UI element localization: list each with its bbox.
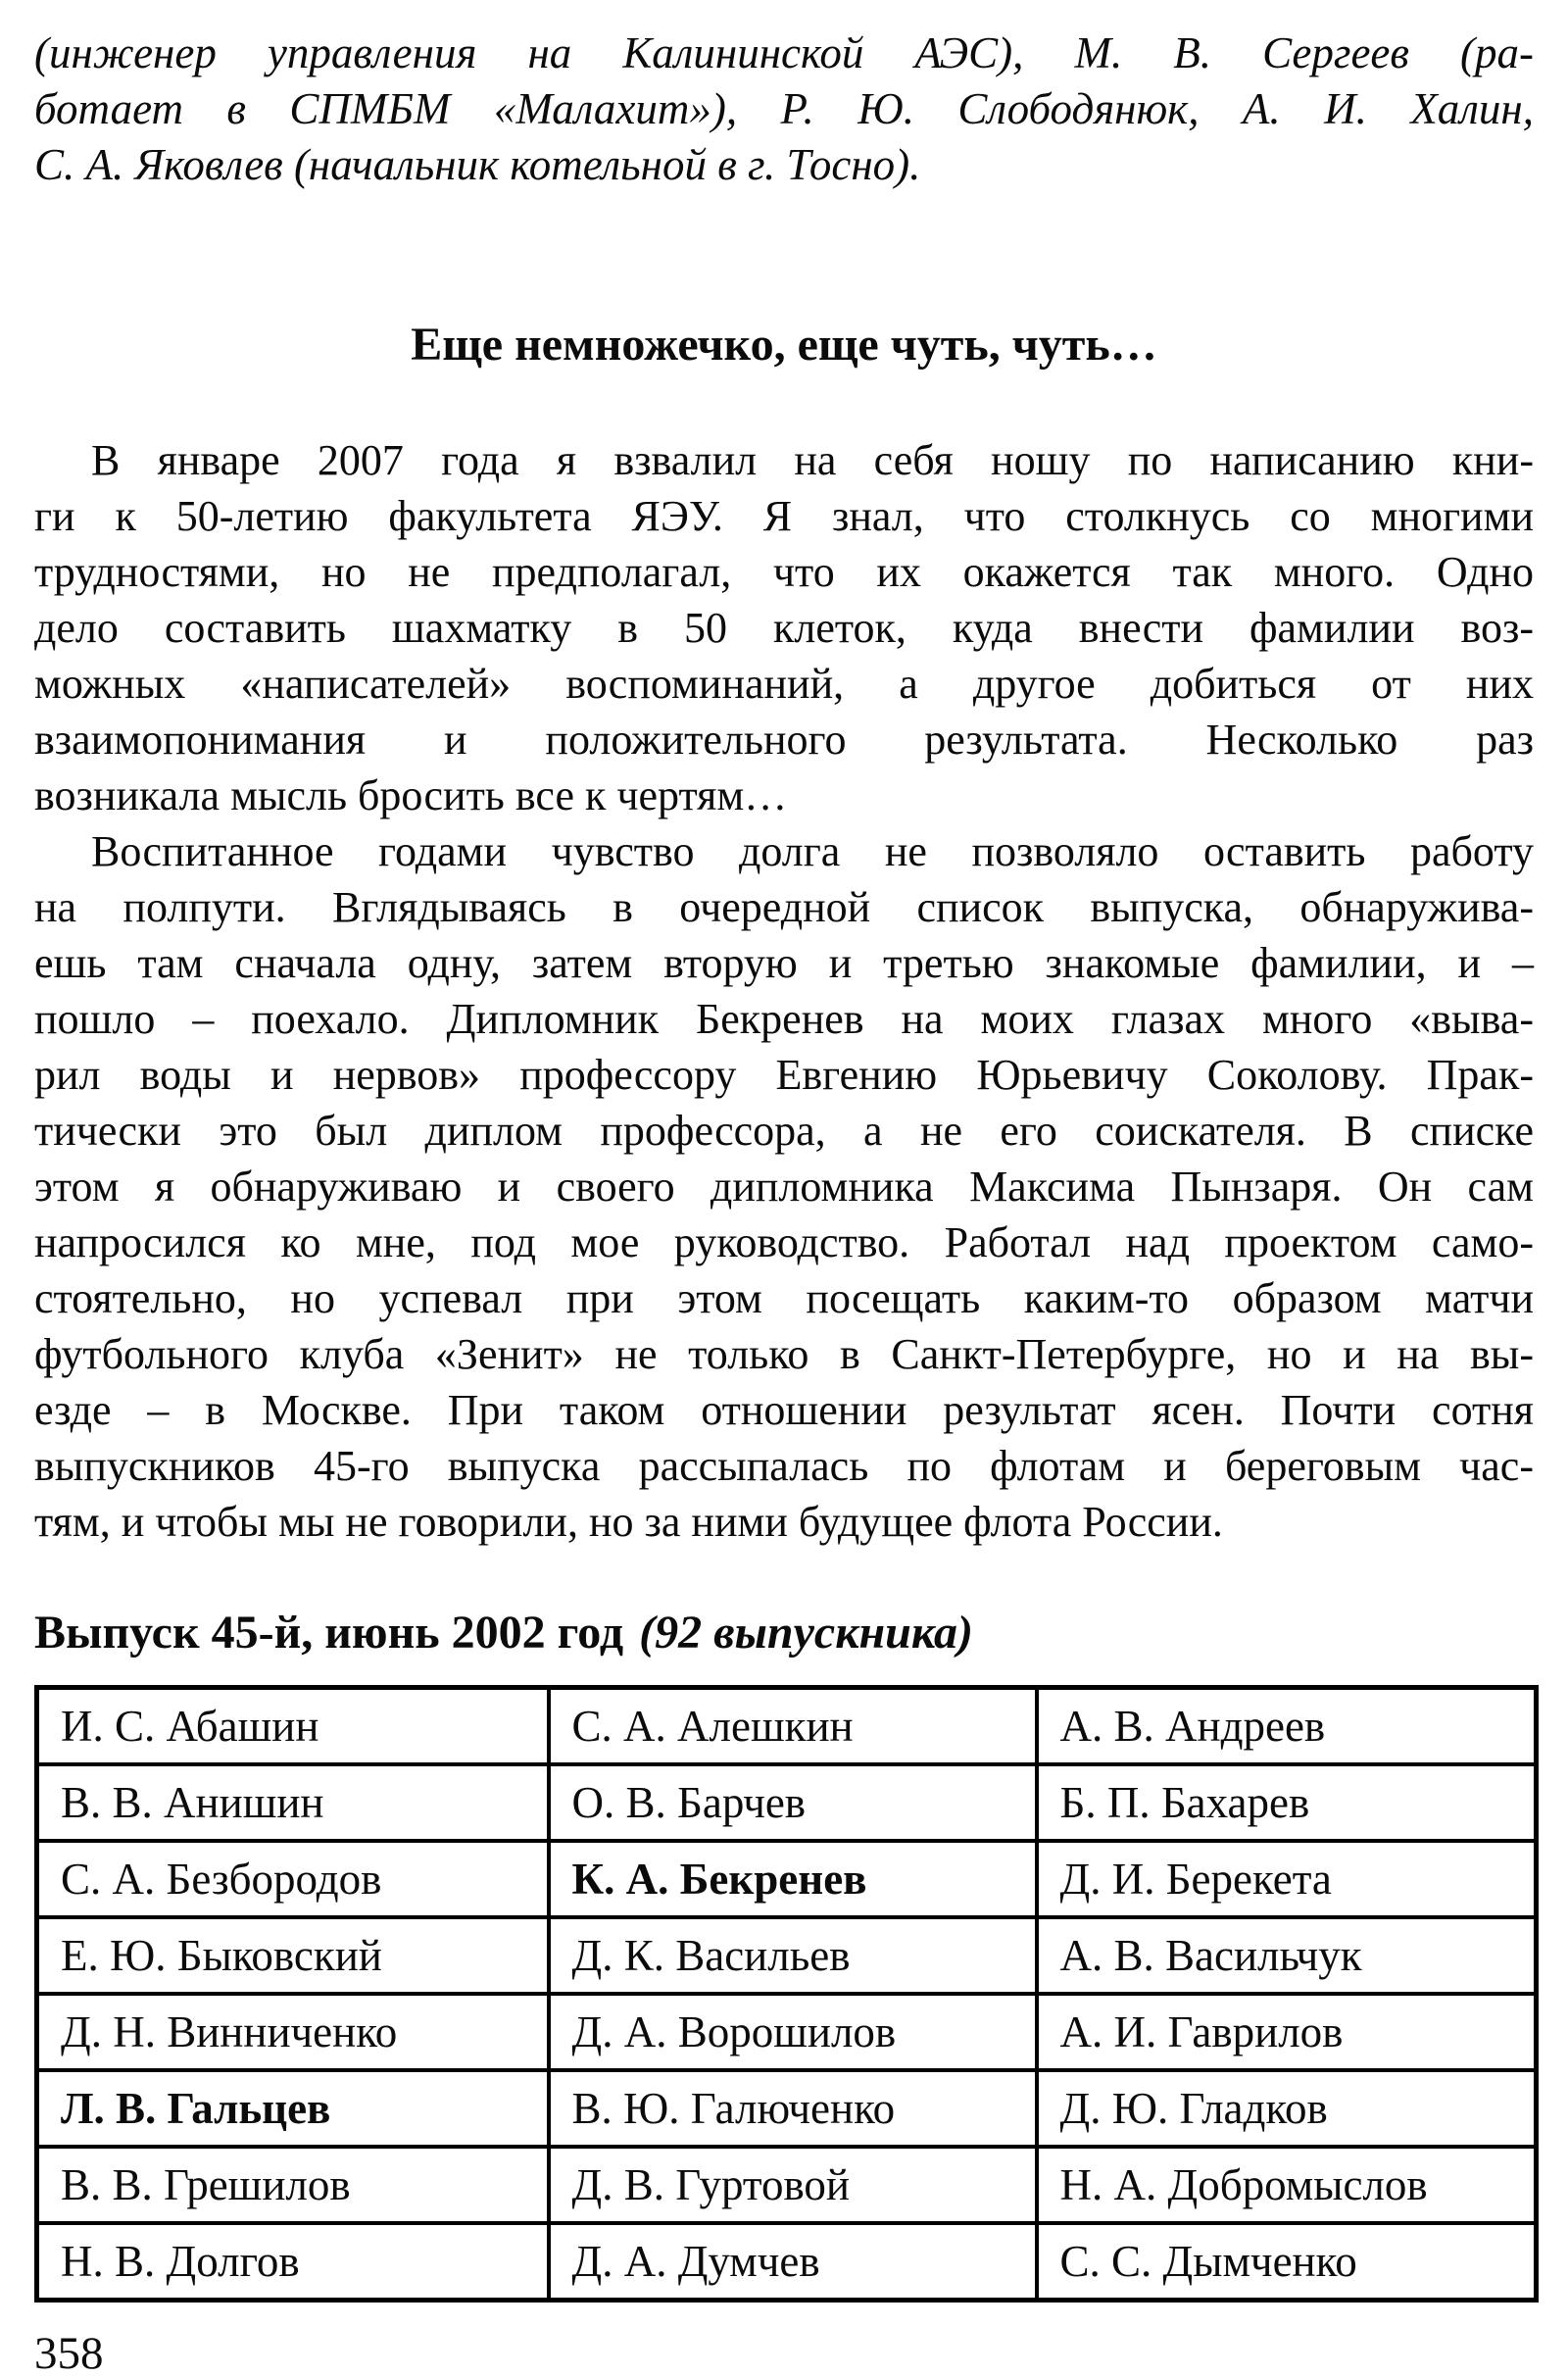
table-cell: Д. А. Ворошилов <box>549 1994 1037 2070</box>
text-line: этом я обнаруживаю и своего дипломника Максима Пынзаря. Он сам <box>34 1163 1534 1211</box>
table-cell: А. В. Васильчук <box>1037 1917 1537 1994</box>
text-line: С. А. Яковлев (начальник котельной в г. Тосно). <box>34 140 921 189</box>
table-cell: С. С. Дымченко <box>1037 2223 1537 2301</box>
table-row <box>37 1917 1537 1994</box>
text-line: В январе 2007 года я взвалил на себя ношу по написанию кни- <box>91 436 1534 484</box>
text-line: взаимопонимания и положительного результата. Несколько раз <box>34 716 1534 764</box>
table-cell: В. В. Грешилов <box>37 2147 549 2223</box>
page-number: 358 <box>34 2328 104 2377</box>
table-cell: Е. Ю. Быковский <box>37 1917 549 1994</box>
table-cell: А. И. Гаврилов <box>1037 1994 1537 2070</box>
table-cell: К. А. Бекренев <box>549 1841 1037 1917</box>
text-line: ешь там сначала одну, затем вторую и третью знакомые фамилии, и – <box>34 939 1534 987</box>
table-title <box>34 1605 1534 1661</box>
graduates-table <box>34 1685 1539 2303</box>
text-line: Воспитанное годами чувство долга не позволяло оставить работу <box>91 827 1534 875</box>
paragraph-2 <box>34 823 1534 1550</box>
table-title-main: Выпуск 45-й, июнь 2002 год <box>34 1607 624 1659</box>
table-cell: С. А. Алешкин <box>549 1688 1037 1765</box>
body-text <box>34 432 1534 1550</box>
text-line: ботает в СПМБМ «Малахит»), Р. Ю. Слободянюк, А. И. Халин, <box>34 84 1534 133</box>
intro-paragraph <box>34 25 1534 193</box>
table-cell: Н. А. Добромыслов <box>1037 2147 1537 2223</box>
text-line: футбольного клуба «Зенит» не только в Санкт-Петербурге, но и на вы- <box>34 1330 1534 1378</box>
text-line: выпускников 45-го выпуска рассыпалась по флотам и береговым час- <box>34 1442 1534 1490</box>
text-line: дело составить шахматку в 50 клеток, куда внести фамилии воз- <box>34 604 1534 652</box>
table-row <box>37 2223 1537 2301</box>
table-cell: О. В. Барчев <box>549 1764 1037 1841</box>
table-row <box>37 1994 1537 2070</box>
text-line: пошло – поехало. Дипломник Бекренев на моих глазах много «выва- <box>34 995 1534 1043</box>
text-line: рил воды и нервов» профессору Евгению Юрьевичу Соколову. Прак- <box>34 1051 1534 1099</box>
paragraph-1 <box>34 432 1534 823</box>
table-row <box>37 1688 1537 1765</box>
table-cell: Д. И. Берекета <box>1037 1841 1537 1917</box>
text-line: стоятельно, но успевал при этом посещать каким-то образом матчи <box>34 1274 1534 1322</box>
table-cell: Д. К. Васильев <box>549 1917 1037 1994</box>
table-cell: Л. В. Гальцев <box>37 2070 549 2147</box>
table-cell: В. Ю. Галюченко <box>549 2070 1037 2147</box>
text-line: возникала мысль бросить все к чертям… <box>34 771 788 819</box>
table-cell: С. А. Безбородов <box>37 1841 549 1917</box>
table-cell: Д. А. Думчев <box>549 2223 1037 2301</box>
section-heading: Еще немножечко, еще чуть, чуть… <box>411 319 1157 371</box>
text-line: на полпути. Вглядываясь в очередной список выпуска, обнаружива- <box>34 883 1534 931</box>
table-cell: А. В. Андреев <box>1037 1688 1537 1765</box>
graduates-table-body <box>37 1688 1537 2301</box>
table-cell: И. С. Абашин <box>37 1688 549 1765</box>
table-cell: Б. П. Бахарев <box>1037 1764 1537 1841</box>
table-cell: Д. Н. Винниченко <box>37 1994 549 2070</box>
table-row <box>37 1841 1537 1917</box>
text-line: напросился ко мне, под мое руководство. Работал над проектом само- <box>34 1218 1534 1266</box>
table-row <box>37 2147 1537 2223</box>
table-row <box>37 2070 1537 2147</box>
table-cell: Д. В. Гуртовой <box>549 2147 1037 2223</box>
text-line: можных «написателей» воспоминаний, а другое добиться от них <box>34 660 1534 708</box>
table-row <box>37 1764 1537 1841</box>
text-line: трудностями, но не предполагал, что их окажется так много. Одно <box>34 548 1534 596</box>
text-line: езде – в Москве. При таком отношении результат ясен. Почти сотня <box>34 1386 1534 1434</box>
text-line: тям, и чтобы мы не говорили, но за ними будущее флота России. <box>34 1498 1223 1546</box>
table-cell: Д. Ю. Гладков <box>1037 2070 1537 2147</box>
text-line: ги к 50-летию факультета ЯЭУ. Я знал, что столкнусь со многими <box>34 492 1534 540</box>
table-cell: В. В. Анишин <box>37 1764 549 1841</box>
table-cell: Н. В. Долгов <box>37 2223 549 2301</box>
table-title-note: (92 выпускника) <box>639 1607 973 1659</box>
text-line: (инженер управления на Калининской АЭС), М. В. Сергеев (ра- <box>34 28 1534 77</box>
text-line: тически это был диплом профессора, а не его соискателя. В списке <box>34 1107 1534 1155</box>
